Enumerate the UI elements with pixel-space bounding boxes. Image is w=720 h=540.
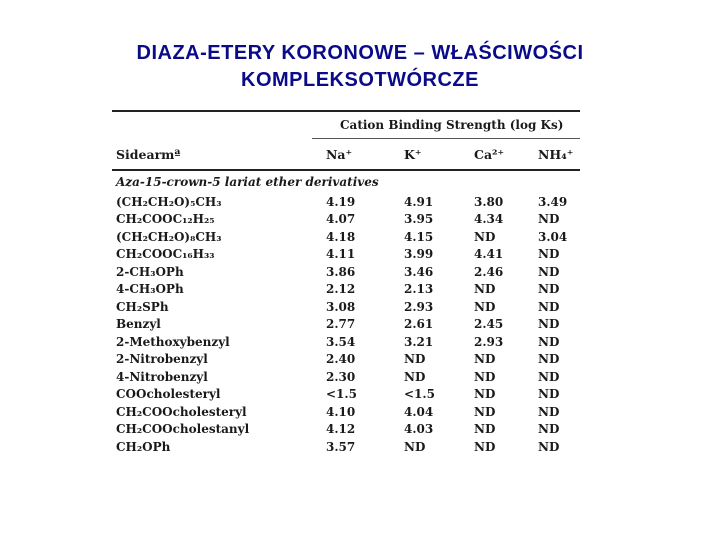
table-row [112, 246, 580, 264]
cell-na: 2.12 [326, 282, 356, 297]
cell-sidearm: CH₂COOC₁₂H₂₅ [116, 212, 215, 227]
table-row [112, 228, 580, 246]
cell-nh4: ND [538, 212, 560, 227]
cell-nh4: 3.04 [538, 229, 568, 244]
cell-ca: 4.41 [474, 247, 504, 262]
column-headers [112, 139, 580, 169]
cell-k: 3.99 [404, 247, 434, 262]
col-head-nh4: NH₄⁺ [538, 146, 574, 162]
group-header: Cation Binding Strength (log Ks) [340, 118, 564, 132]
cell-ca: 4.34 [474, 212, 504, 227]
table-body [112, 193, 580, 456]
cell-nh4: ND [538, 352, 560, 367]
cell-sidearm: (CH₂CH₂O)₅CH₃ [116, 194, 222, 209]
cell-k: 3.95 [404, 212, 434, 227]
cell-sidearm: CH₂COOC₁₆H₃₃ [116, 247, 215, 262]
cell-k: 3.46 [404, 264, 434, 279]
cell-nh4: ND [538, 317, 560, 332]
cell-sidearm: CH₂SPh [116, 299, 169, 314]
cell-sidearm: CH₂COOcholesteryl [116, 404, 247, 419]
section-label: Aza-15-crown-5 lariat ether derivatives [116, 175, 379, 189]
cell-k: 3.21 [404, 334, 434, 349]
cell-ca: 2.46 [474, 264, 504, 279]
cell-na: 4.11 [326, 247, 356, 262]
table-row [112, 193, 580, 211]
cell-sidearm: (CH₂CH₂O)₈CH₃ [116, 229, 222, 244]
col-head-sidearm: Sidearmª [116, 146, 181, 162]
cell-ca: ND [474, 299, 496, 314]
table-row [112, 211, 580, 229]
cell-nh4: ND [538, 439, 560, 454]
cell-sidearm: COOcholesteryl [116, 387, 221, 402]
cell-k: 2.93 [404, 299, 434, 314]
cell-nh4: ND [538, 387, 560, 402]
table-row [112, 298, 580, 316]
col-head-k: K⁺ [404, 146, 422, 162]
cell-na: 4.12 [326, 422, 356, 437]
binding-table [112, 110, 580, 456]
cell-sidearm: 2-CH₃OPh [116, 264, 184, 279]
cell-k: 4.91 [404, 194, 434, 209]
table-row [112, 281, 580, 299]
col-head-na: Na⁺ [326, 146, 353, 162]
cell-sidearm: CH₂COOcholestanyl [116, 422, 250, 437]
cell-ca: ND [474, 369, 496, 384]
table-row [112, 386, 580, 404]
cell-na: 2.30 [326, 369, 356, 384]
cell-ca: ND [474, 404, 496, 419]
table-row [112, 333, 580, 351]
cell-ca: 2.45 [474, 317, 504, 332]
cell-ca: ND [474, 352, 496, 367]
cell-ca: 3.80 [474, 194, 504, 209]
cell-na: 3.54 [326, 334, 356, 349]
cell-na: 2.77 [326, 317, 356, 332]
cell-k: ND [404, 352, 426, 367]
cell-nh4: 3.49 [538, 194, 568, 209]
table-row [112, 421, 580, 439]
cell-nh4: ND [538, 369, 560, 384]
cell-sidearm: Benzyl [116, 317, 161, 332]
title-line-2: KOMPLEKSOTWÓRCZE [241, 69, 479, 91]
cell-ca: ND [474, 387, 496, 402]
table-row [112, 316, 580, 334]
cell-sidearm: 2-Methoxybenzyl [116, 334, 230, 349]
col-head-ca: Ca²⁺ [474, 146, 505, 162]
cell-k: 2.13 [404, 282, 434, 297]
cell-na: 2.40 [326, 352, 356, 367]
cell-na: <1.5 [326, 387, 357, 402]
cell-ca: ND [474, 439, 496, 454]
cell-k: <1.5 [404, 387, 435, 402]
cell-na: 3.86 [326, 264, 356, 279]
cell-nh4: ND [538, 282, 560, 297]
cell-na: 4.07 [326, 212, 356, 227]
table-row [112, 438, 580, 456]
cell-ca: ND [474, 229, 496, 244]
cell-nh4: ND [538, 264, 560, 279]
cell-nh4: ND [538, 247, 560, 262]
cell-sidearm: CH₂OPh [116, 439, 171, 454]
cell-k: 4.04 [404, 404, 434, 419]
cell-sidearm: 4-Nitrobenzyl [116, 369, 208, 384]
cell-na: 3.08 [326, 299, 356, 314]
cell-k: ND [404, 369, 426, 384]
slide-title [0, 40, 720, 94]
cell-nh4: ND [538, 422, 560, 437]
cell-k: 4.03 [404, 422, 434, 437]
cell-sidearm: 2-Nitrobenzyl [116, 352, 208, 367]
cell-ca: ND [474, 422, 496, 437]
title-line-1: DIAZA-ETERY KORONOWE – WŁAŚCIWOŚCI [136, 42, 584, 64]
table-row [112, 263, 580, 281]
cell-ca: ND [474, 282, 496, 297]
cell-sidearm: 4-CH₃OPh [116, 282, 184, 297]
cell-k: 2.61 [404, 317, 434, 332]
table-row [112, 351, 580, 369]
cell-nh4: ND [538, 299, 560, 314]
cell-na: 4.10 [326, 404, 356, 419]
cell-k: ND [404, 439, 426, 454]
cell-na: 4.18 [326, 229, 356, 244]
cell-na: 4.19 [326, 194, 356, 209]
cell-na: 3.57 [326, 439, 356, 454]
cell-k: 4.15 [404, 229, 434, 244]
cell-nh4: ND [538, 404, 560, 419]
table-row [112, 403, 580, 421]
cell-nh4: ND [538, 334, 560, 349]
cell-ca: 2.93 [474, 334, 504, 349]
table-row [112, 368, 580, 386]
